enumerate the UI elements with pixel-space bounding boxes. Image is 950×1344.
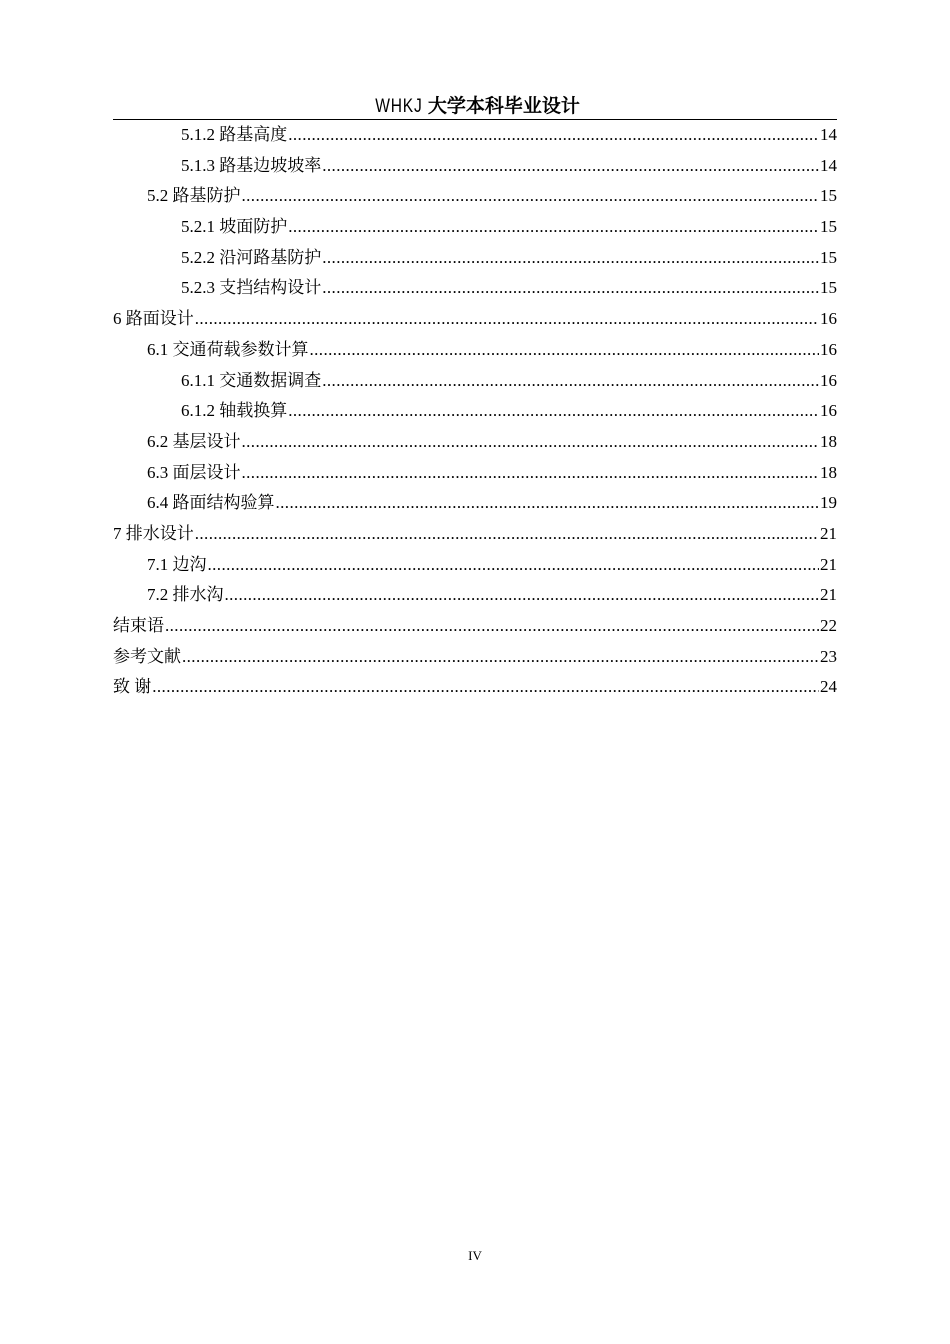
toc-leader-dots [322, 243, 819, 274]
toc-entry-page: 21 [820, 554, 837, 574]
toc-entry-page: 14 [820, 155, 837, 175]
toc-entry-page: 21 [820, 523, 837, 543]
toc-entry-title: 6.1.2 轴载换算 [181, 401, 288, 421]
toc-entry-page: 21 [820, 585, 837, 605]
toc-entry-title: 6.1.1 交通数据调查 [181, 370, 322, 390]
toc-entry-title: 7 排水设计 [113, 523, 194, 543]
toc-entry-title: 7.2 排水沟 [147, 585, 224, 605]
toc-entry[interactable] [113, 611, 837, 642]
toc-entry[interactable] [113, 151, 837, 182]
toc-entry-page: 15 [820, 186, 837, 206]
table-of-contents [113, 120, 837, 703]
toc-entry[interactable] [113, 120, 837, 151]
toc-entry[interactable] [113, 672, 837, 703]
toc-leader-dots [152, 672, 819, 703]
toc-entry-title: 6 路面设计 [113, 309, 194, 329]
toc-entry-page: 19 [820, 493, 837, 513]
toc-entry[interactable] [113, 427, 837, 458]
toc-entry-page: 16 [820, 370, 837, 390]
toc-entry-title: 5.2.1 坡面防护 [181, 217, 288, 237]
toc-entry-title: 5.1.3 路基边坡坡率 [181, 155, 322, 175]
toc-leader-dots [322, 366, 819, 397]
toc-entry[interactable] [113, 580, 837, 611]
toc-entry-title: 结束语 [113, 616, 164, 635]
toc-entry[interactable] [113, 642, 837, 673]
toc-entry[interactable] [113, 335, 837, 366]
toc-entry-page: 15 [820, 278, 837, 298]
toc-entry-page: 16 [820, 339, 837, 359]
toc-entry[interactable] [113, 304, 837, 335]
page-header [113, 95, 837, 119]
toc-leader-dots [288, 396, 819, 427]
toc-entry[interactable] [113, 488, 837, 519]
toc-leader-dots [182, 642, 819, 673]
toc-entry-title: 致 谢 [113, 677, 152, 697]
toc-leader-dots [310, 335, 820, 366]
toc-leader-dots [322, 151, 819, 182]
toc-entry[interactable] [113, 212, 837, 243]
toc-entry[interactable] [113, 519, 837, 550]
toc-leader-dots [195, 519, 819, 550]
toc-entry-page: 18 [820, 462, 837, 482]
toc-entry-title: 参考文献 [113, 646, 181, 666]
header-title: 大学本科毕业设计 [427, 96, 580, 117]
toc-entry[interactable] [113, 366, 837, 397]
toc-entry-title: 5.1.2 路基高度 [181, 125, 288, 144]
toc-entry-page: 15 [820, 247, 837, 267]
header-school-code: WHKJ [375, 96, 423, 117]
toc-entry[interactable] [113, 181, 837, 212]
toc-leader-dots [195, 304, 819, 335]
toc-entry-page: 14 [820, 125, 837, 144]
toc-leader-dots [322, 273, 819, 304]
toc-entry-title: 6.4 路面结构验算 [147, 493, 275, 513]
toc-entry-title: 6.3 面层设计 [147, 462, 241, 482]
toc-entry-page: 16 [820, 401, 837, 421]
toc-entry-title: 6.1 交通荷载参数计算 [147, 339, 309, 359]
toc-entry[interactable] [113, 273, 837, 304]
toc-entry-title: 5.2.2 沿河路基防护 [181, 247, 322, 267]
toc-entry-page: 24 [820, 677, 837, 697]
toc-entry-title: 7.1 边沟 [147, 554, 207, 574]
toc-leader-dots [288, 120, 819, 151]
toc-leader-dots [165, 611, 819, 642]
toc-entry[interactable] [113, 550, 837, 581]
toc-leader-dots [208, 550, 820, 581]
toc-entry-page: 18 [820, 431, 837, 451]
toc-entry-title: 5.2.3 支挡结构设计 [181, 278, 322, 298]
toc-entry-title: 5.2 路基防护 [147, 186, 241, 206]
toc-entry[interactable] [113, 458, 837, 489]
toc-leader-dots [276, 488, 820, 519]
toc-entry[interactable] [113, 396, 837, 427]
toc-entry[interactable] [113, 243, 837, 274]
toc-leader-dots [225, 580, 820, 611]
toc-leader-dots [288, 212, 819, 243]
toc-entry-page: 16 [820, 309, 837, 329]
toc-leader-dots [242, 427, 820, 458]
page-number: IV [468, 1248, 482, 1263]
toc-entry-page: 22 [820, 616, 837, 635]
toc-entry-page: 23 [820, 646, 837, 666]
toc-entry-title: 6.2 基层设计 [147, 431, 241, 451]
toc-entry-page: 15 [820, 217, 837, 237]
toc-leader-dots [242, 458, 820, 489]
toc-leader-dots [242, 181, 820, 212]
